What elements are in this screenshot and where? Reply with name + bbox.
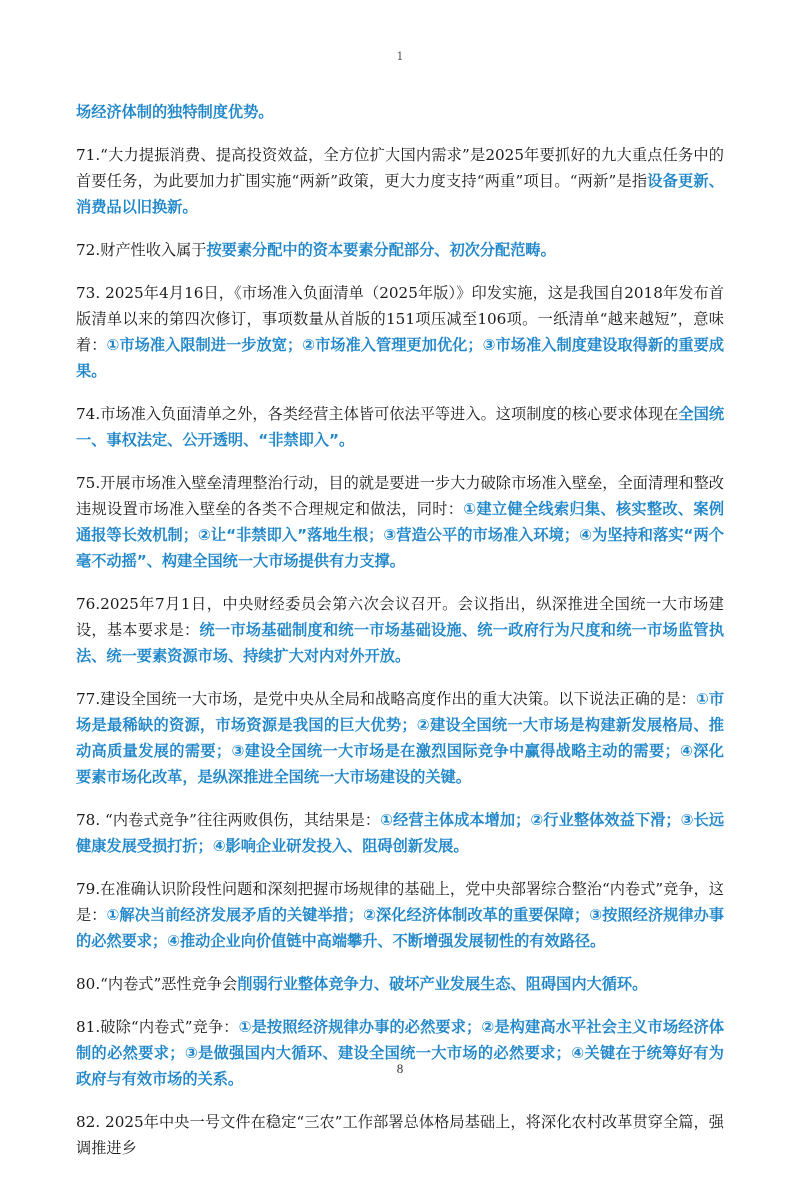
paragraph xyxy=(76,876,724,954)
paragraph xyxy=(76,142,724,220)
answer-text: ①市场准入限制进一步放宽；②市场准入管理更加优化；③市场准入制度建设取得新的重要成果。 xyxy=(76,336,725,380)
answer-text: ①建立健全线索归集、核实整改、案例通报等长效机制；②让“非禁即入”落地生根；③营造公平的市场准入环境；④为坚持和落实“两个毫不动摇”、构建全国统一大市场提供有力支撑。 xyxy=(76,500,725,570)
question-text: 74.市场准入负面清单之外，各类经营主体皆可依法平等进入。这项制度的核心要求体现在 xyxy=(76,405,679,423)
question-text: 81.破除“内卷式”竞争： xyxy=(76,1018,239,1036)
document-body xyxy=(76,99,724,1178)
header-mark: 1 xyxy=(396,50,404,63)
question-text: 72.财产性收入属于 xyxy=(76,241,207,259)
page-number: 8 xyxy=(396,1061,404,1076)
answer-text: 削弱行业整体竞争力、破坏产业发展生态、阻碍国内大循环。 xyxy=(237,975,648,993)
question-text: 77.建设全国统一大市场，是党中央从全局和战略高度作出的重大决策。以下说法正确的是： xyxy=(76,690,696,708)
paragraph xyxy=(76,470,724,574)
question-text: 76.2025年7月1日，中央财经委员会第六次会议召开。会议指出，纵深推进全国统一大市场建设，基本要求是： xyxy=(76,595,724,639)
paragraph xyxy=(76,686,724,790)
paragraph xyxy=(76,401,724,453)
paragraph xyxy=(76,971,724,997)
paragraph xyxy=(76,1109,724,1161)
answer-text: 场经济体制的独特制度优势。 xyxy=(76,103,274,121)
question-text: 82. 2025年中央一号文件在稳定“三农”工作部署总体格局基础上，将深化农村改革贯穿全篇，强调推进乡 xyxy=(76,1113,724,1157)
question-text: 79.在准确认识阶段性问题和深刻把握市场规律的基础上，党中央部署综合整治“内卷式”竞争，这是： xyxy=(76,880,724,924)
answer-text: 统一市场基础制度和统一市场基础设施、统一政府行为尺度和统一市场监管执法、统一要素资源市场、持续扩大对内对外开放。 xyxy=(76,621,725,665)
answer-text: ①解决当前经济发展矛盾的关键举措；②深化经济体制改革的重要保障；③按照经济规律办事的必然要求；④推动企业向价值链中高端攀升、不断增强发展韧性的有效路径。 xyxy=(76,906,725,950)
answer-text: ①经营主体成本增加；②行业整体效益下滑；③长远健康发展受损打折；④影响企业研发投入、阻碍创新发展。 xyxy=(76,811,725,855)
answer-text: 按要素分配中的资本要素分配部分、初次分配范畴。 xyxy=(206,241,556,259)
paragraph xyxy=(76,237,724,263)
paragraph xyxy=(76,807,724,859)
question-text: 80.“内卷式”恶性竞争会 xyxy=(76,975,238,993)
paragraph xyxy=(76,280,724,384)
paragraph xyxy=(76,591,724,669)
answer-text: 设备更新、消费品以旧换新。 xyxy=(76,172,724,216)
answer-text: ①是按照经济规律办事的必然要求；②是构建高水平社会主义市场经济体制的必然要求；③是做强国内大循环、建设全国统一大市场的必然要求；④关键在于统筹好有为政府与有效市场的关系。 xyxy=(76,1018,725,1088)
question-text: 78. “内卷式竞争”往往两败俱伤，其结果是： xyxy=(76,811,381,829)
answer-text: ①市场是最稀缺的资源，市场资源是我国的巨大优势；②建设全国统一大市场是构建新发展格局、推动高质量发展的需要；③建设全国统一大市场是在激烈国际竞争中赢得战略主动的需要；④深化要素市场化改革，是纵深推进全国统一大市场建设的关键。 xyxy=(76,690,725,786)
paragraph xyxy=(76,99,724,125)
paragraph xyxy=(76,1014,724,1092)
question-text: 71.“大力提振消费、提高投资效益，全方位扩大国内需求”是2025年要抓好的九大重点任务中的首要任务，为此要加力扩围实施“两新”政策，更大力度支持“两重”项目。“两新”是指 xyxy=(76,146,724,190)
question-text: 73. 2025年4月16日，《市场准入负面清单（2025年版）》印发实施，这是我国自2018年发布首版清单以来的第四次修订，事项数量从首版的151项压减至106项。一纸清单“越来越短”，意味着： xyxy=(76,284,724,354)
question-text: 75.开展市场准入壁垒清理整治行动，目的就是要进一步大力破除市场准入壁垒，全面清理和整改违规设置市场准入壁垒的各类不合理规定和做法，同时： xyxy=(76,474,724,518)
answer-text: 全国统一、事权法定、公开透明、“非禁即入”。 xyxy=(76,405,725,449)
